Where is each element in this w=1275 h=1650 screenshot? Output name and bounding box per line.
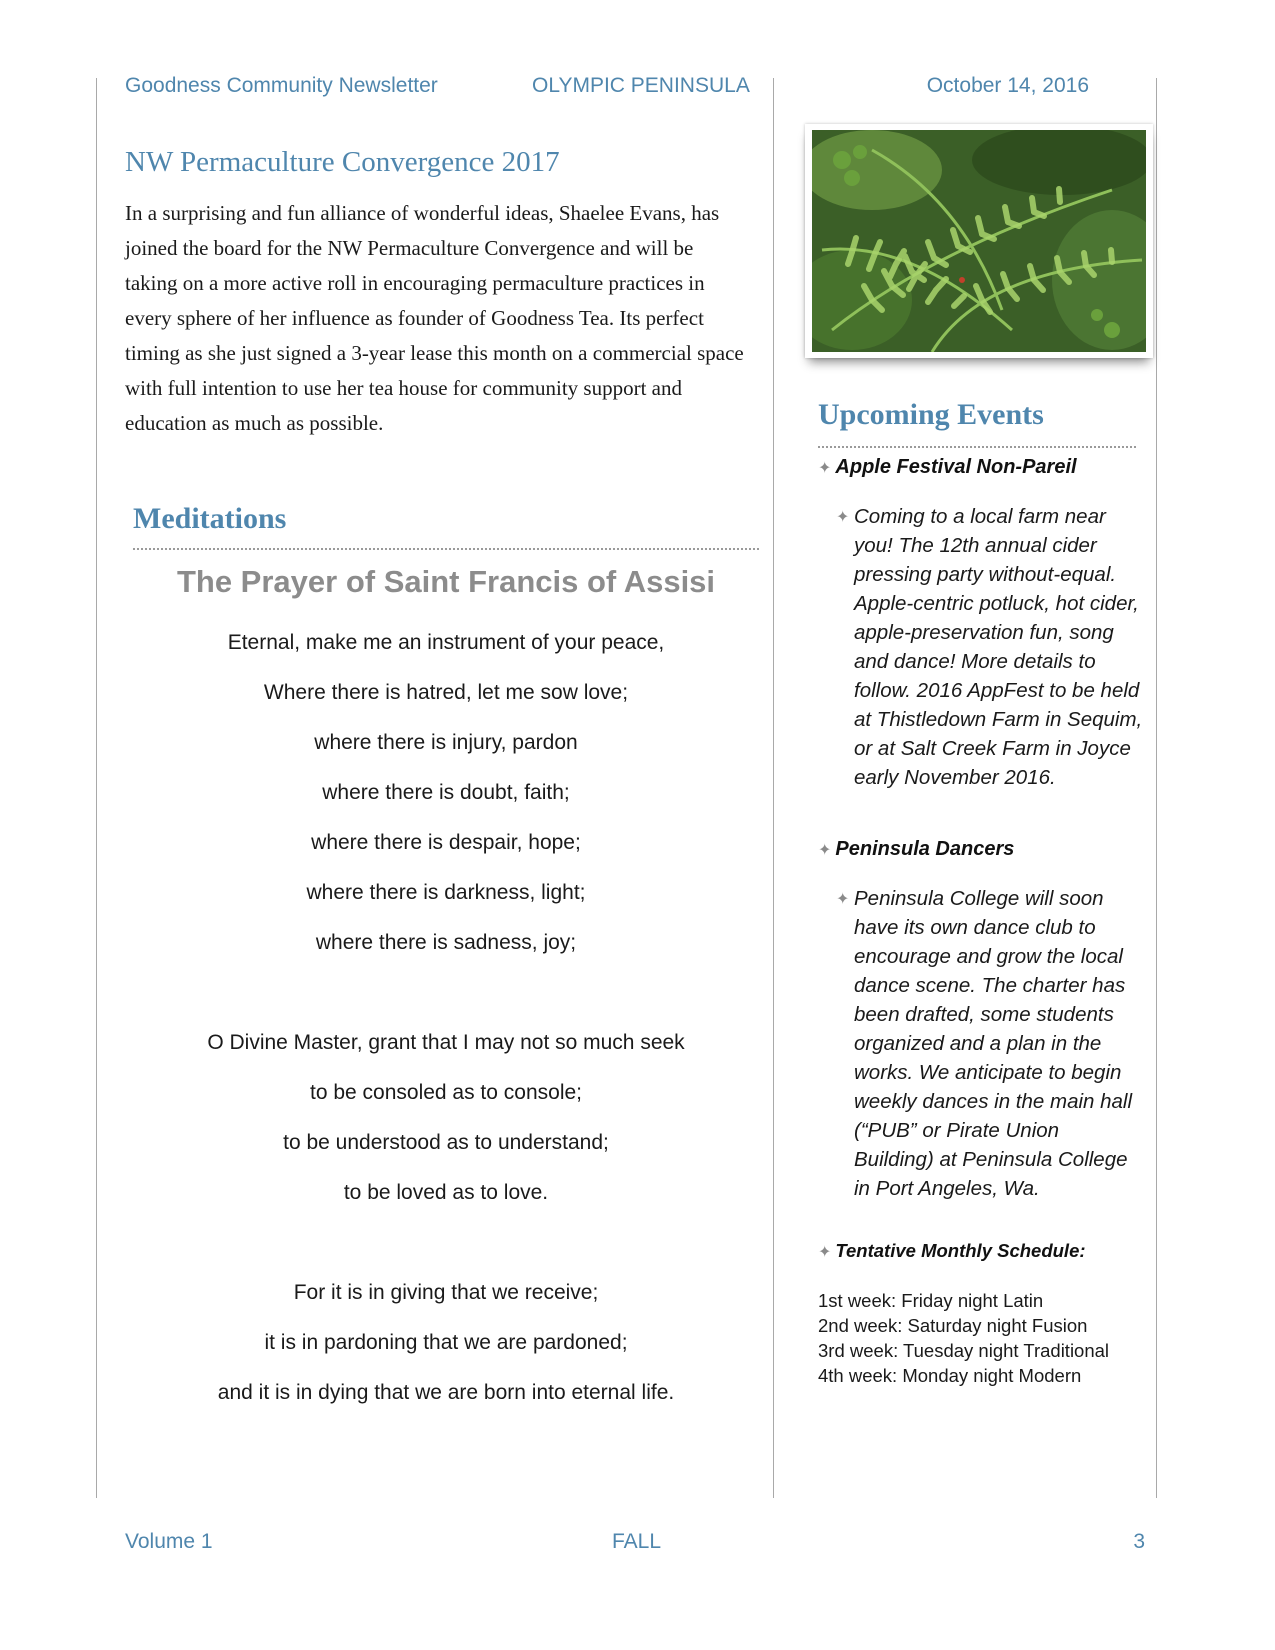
fern-photo-frame [805,124,1153,358]
region-label: OLYMPIC PENINSULA [532,74,750,97]
prayer-line: Where there is hatred, let me sow love; [263,681,629,704]
prayer-line: to be consoled as to console; [309,1081,582,1104]
schedule-title-text: Tentative Monthly Schedule: [835,1240,1086,1261]
event-description-text: Coming to a local farm near you! The 12th annual cider pressing party without-equal. Apple-centric potluck, hot cider, apple-preservation fun, song and dance! More details to follow. 2016 AppFest to be held at Thistledown Farm in Sequim, or at Salt Creek Farm in Joyce early November 2016. [854,505,1143,789]
prayer-line: where there is doubt, faith; [322,781,570,804]
prayer-line: it is in pardoning that we are pardoned; [264,1331,628,1354]
sparkle-bullet-icon: ✦ [836,891,850,908]
prayer-text [133,628,759,1428]
newsletter-name: Goodness Community Newsletter [125,74,438,97]
prayer-line: For it is in giving that we receive; [293,1281,599,1304]
schedule-item: 2nd week: Saturday night Fusion [818,1315,1088,1336]
event-description [836,502,1144,792]
meditations-divider [133,548,759,550]
prayer-line: to be understood as to understand; [283,1131,609,1154]
event-title-text: Apple Festival Non-Pareil [835,456,1077,478]
event-description [836,884,1144,1203]
events-divider [818,446,1136,448]
prayer-line: and it is in dying that we are born into eternal life. [217,1381,675,1404]
sparkle-bullet-icon: ✦ [818,842,832,859]
prayer-title: The Prayer of Saint Francis of Assisi [176,564,716,599]
prayer-line: Eternal, make me an instrument of your peace, [227,631,665,654]
prayer-line: where there is sadness, joy; [315,931,577,954]
event-title [818,838,1014,861]
sparkle-bullet-icon: ✦ [818,460,832,477]
prayer-line: to be loved as to love. [343,1181,549,1204]
event-description-text: Peninsula College will soon have its own dance club to encourage and grow the local dance scene. The charter has been drafted, some students organized and a plan in the works. We anticipate to begin weekly dances in the main hall (“PUB” or Pirate Union Building) at Peninsula College in Port Angeles, Wa. [854,887,1133,1200]
prayer-line: O Divine Master, grant that I may not so much seek [207,1031,685,1054]
sparkle-bullet-icon: ✦ [836,509,850,526]
column-divider-rule [773,78,774,1498]
schedule-item: 1st week: Friday night Latin [818,1290,1044,1311]
sparkle-bullet-icon: ✦ [818,1244,832,1261]
schedule-item: 4th week: Monday night Modern [818,1365,1082,1386]
article-title: NW Permaculture Convergence 2017 [125,146,560,178]
season-label: FALL [612,1530,662,1553]
schedule-title [818,1240,1086,1262]
events-heading: Upcoming Events [818,398,1044,431]
schedule-item: 3rd week: Tuesday night Traditional [818,1340,1110,1361]
article-body: In a surprising and fun alliance of wonderful ideas, Shaelee Evans, has joined the board for the NW Permaculture Convergence and will be taking on a more active roll in encouraging permaculture practices in every sphere of her influence as founder of Goodness Tea. Its perfect timing as she just signed a 3-year lease this month on a commercial space with full intention to use her tea house for community support and education as much as possible. [125,201,744,435]
left-margin-rule [96,78,97,1498]
volume-label: Volume 1 [125,1530,213,1553]
issue-date: October 14, 2016 [926,74,1089,97]
fern-illustration [812,130,1146,352]
meditations-heading: Meditations [133,502,287,535]
event-title [818,456,1077,479]
prayer-line: where there is despair, hope; [311,831,581,854]
page-number: 3 [1133,1530,1145,1553]
event-title-text: Peninsula Dancers [835,838,1015,860]
prayer-line: where there is darkness, light; [306,881,586,904]
prayer-line: where there is injury, pardon [314,731,578,754]
right-margin-rule [1156,78,1157,1498]
monthly-schedule [818,1288,1109,1388]
fern-photo [812,130,1146,352]
stanza-gap [133,1228,759,1278]
stanza-gap [133,978,759,1028]
